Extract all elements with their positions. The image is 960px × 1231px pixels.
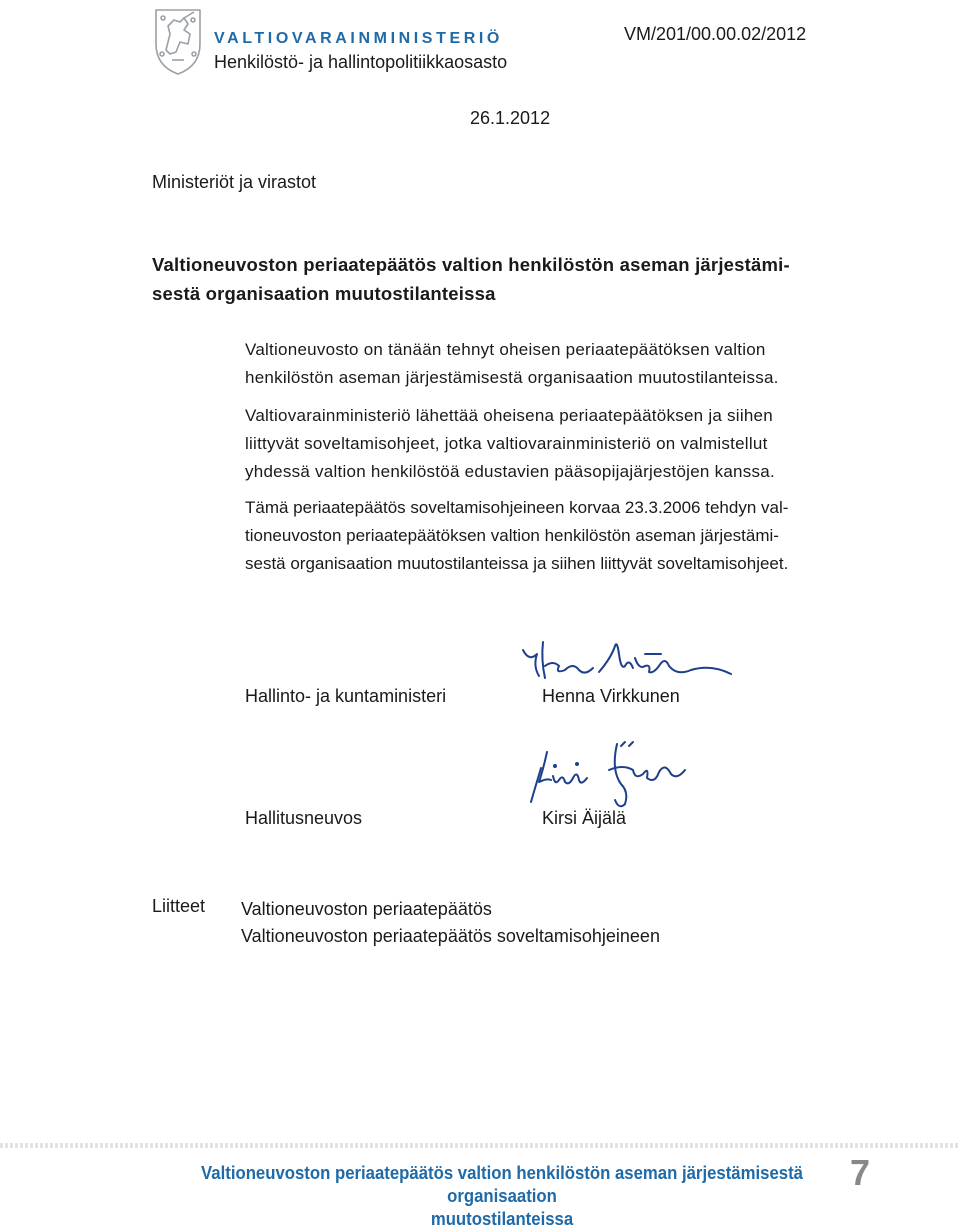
department-name: Henkilöstö- ja hallintopolitiikkaosasto (214, 52, 508, 72)
attachment-item: Valtioneuvoston periaatepäätös soveltamisohjeineen (241, 926, 660, 946)
paragraph-line: Tämä periaatepäätös soveltamisohjeineen korvaa 23.3.2006 tehdyn val- (245, 498, 789, 517)
footer-title-line: muutostilanteissa (430, 1209, 574, 1229)
attachment-item: Valtioneuvoston periaatepäätös (241, 899, 492, 919)
signatory-title: Hallitusneuvos (245, 808, 363, 828)
signatory-name: Henna Virkkunen (542, 686, 680, 706)
body-paragraph-3 (245, 494, 845, 578)
paragraph-line: Valtioneuvosto on tänään tehnyt oheisen periaatepäätöksen valtion (245, 340, 766, 359)
body-paragraph-2 (245, 402, 845, 486)
signatory-title: Hallinto- ja kuntaministeri (245, 686, 447, 706)
paragraph-line: Valtiovarainministeriö lähettää oheisena periaatepäätöksen ja siihen (245, 406, 773, 425)
paragraph-line: yhdessä valtion henkilöstöä edustavien pääsopijajärjestöjen kanssa. (245, 462, 775, 481)
signatory-name: Kirsi Äijälä (542, 808, 627, 828)
footer-title (200, 1162, 805, 1231)
lion-crest-logo-icon (150, 4, 206, 76)
paragraph-line: henkilöstön aseman järjestämisestä organisaation muutostilanteissa. (245, 368, 779, 387)
footer-divider (0, 1143, 960, 1148)
paragraph-line: sestä organisaation muutostilanteissa ja siihen liittyvät soveltamisohjeet. (245, 554, 789, 573)
attachments-list (241, 896, 660, 950)
attachments-label: Liitteet (152, 896, 206, 916)
organization-name: VALTIOVARAINMINISTERIÖ (214, 30, 503, 47)
footer-title-line: Valtioneuvoston periaatepäätös valtion henkilöstön aseman järjestämisestä organisaation (201, 1163, 803, 1206)
document-number: VM/201/00.00.02/2012 (624, 24, 807, 44)
signature-kirsi-aijala (525, 740, 705, 812)
body-paragraph-1 (245, 336, 845, 392)
paragraph-line: tioneuvoston periaatepäätöksen valtion henkilöstön aseman järjestämi- (245, 526, 779, 545)
signature-henna-virkkunen (515, 636, 735, 686)
subject-line: Valtioneuvoston periaatepäätös valtion henkilöstön aseman järjestämi- (152, 254, 790, 275)
recipient: Ministeriöt ja virastot (152, 172, 317, 192)
subject-line: sestä organisaation muutostilanteissa (152, 283, 496, 304)
page-number: 7 (850, 1152, 871, 1193)
document-date: 26.1.2012 (470, 108, 551, 128)
subject-heading (152, 250, 832, 308)
paragraph-line: liittyvät soveltamisohjeet, jotka valtiovarainministeriö on valmistellut (245, 434, 768, 453)
